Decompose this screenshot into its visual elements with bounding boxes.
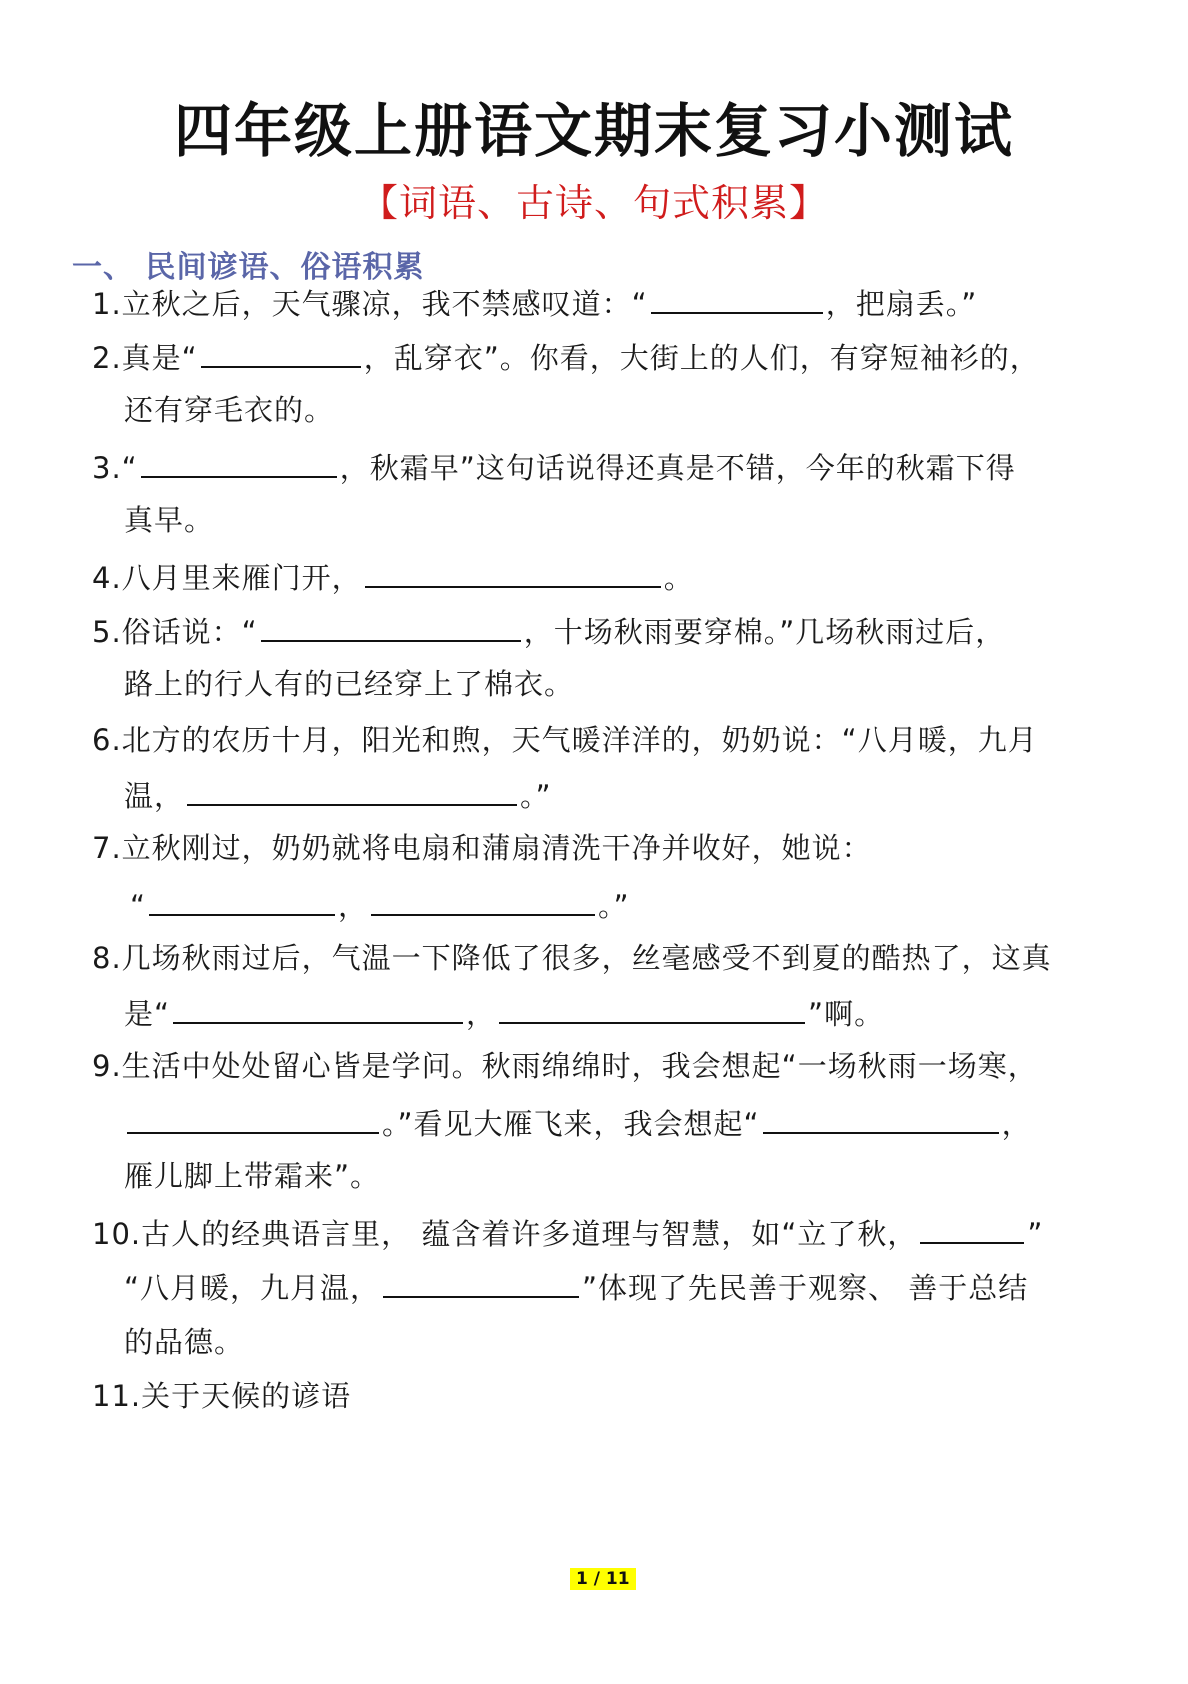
question-text: 。”: [598, 889, 630, 923]
question-text: ”: [1027, 1217, 1044, 1251]
question-number: 2.: [92, 341, 122, 375]
question-text: ，: [1001, 1107, 1032, 1141]
question-text: 八月里来雁门开，: [121, 561, 362, 595]
question-text: ，乱穿衣”。你看，大街上的人们，有穿短袖衫的，: [363, 341, 1040, 375]
question-number: 4.: [92, 561, 122, 595]
question-text: ，: [338, 889, 369, 923]
question-8-continued: [124, 992, 884, 1034]
question-7-continued: [130, 884, 630, 926]
question-text: 的品德。: [124, 1325, 245, 1359]
question-10: [92, 1212, 1043, 1254]
question-text: 立秋之后，天气骤凉，我不禁感叹道：“: [121, 287, 648, 321]
question-2-continued: [124, 390, 334, 430]
question-text: 。”看见大雁飞来，我会想起“: [382, 1107, 760, 1141]
question-text: ，: [466, 997, 497, 1031]
question-text: 温，: [124, 779, 185, 813]
answer-blank[interactable]: [127, 1102, 379, 1134]
page-subtitle: 【词语、古诗、句式积累】: [359, 181, 828, 225]
question-number: 5.: [92, 615, 122, 649]
answer-blank[interactable]: [651, 282, 823, 314]
question-text: 俗话说：“: [121, 615, 258, 649]
question-text: ，把扇丢。”: [825, 287, 978, 321]
question-text: 雁儿脚上带霜来”。: [124, 1159, 381, 1193]
question-2: [92, 336, 1040, 378]
question-3-continued: [124, 500, 214, 540]
question-number: 9.: [92, 1049, 122, 1083]
question-5: [92, 610, 1005, 652]
question-6: [92, 720, 1038, 760]
answer-blank[interactable]: [365, 556, 661, 588]
answer-blank[interactable]: [173, 992, 463, 1024]
answer-blank[interactable]: [201, 336, 361, 368]
question-number: 3.: [92, 451, 122, 485]
question-text: 。”: [520, 779, 552, 813]
question-text: 古人的经典语言里， 蕴含着许多道理与智慧，如“立了秋，: [141, 1217, 918, 1251]
question-text: “八月暖，九月温，: [124, 1271, 381, 1305]
question-10-continued: [124, 1266, 1028, 1308]
answer-blank[interactable]: [371, 884, 595, 916]
question-text: 关于天候的谚语: [141, 1379, 352, 1413]
question-text: 。: [663, 561, 694, 595]
question-8: [92, 938, 1052, 978]
question-text: ”体现了先民善于观察、 善于总结: [582, 1271, 1029, 1305]
question-text: 是“: [124, 997, 171, 1031]
question-number: 10.: [92, 1217, 142, 1251]
question-text: 北方的农历十月，阳光和煦，天气暖洋洋的，奶奶说：“八月暖，九月: [121, 723, 1038, 757]
question-7: [92, 828, 872, 868]
question-number: 7.: [92, 831, 122, 865]
question-number: 1.: [92, 287, 122, 321]
question-text: 立秋刚过，奶奶就将电扇和蒲扇清洗干净并收好，她说：: [121, 831, 872, 865]
section-heading: 一、 民间谚语、俗语积累: [72, 250, 425, 285]
answer-blank[interactable]: [383, 1266, 579, 1298]
question-number: 6.: [92, 723, 122, 757]
answer-blank[interactable]: [187, 774, 517, 806]
question-11: [92, 1376, 351, 1416]
question-text: 生活中处处留心皆是学问。秋雨绵绵时，我会想起“一场秋雨一场寒，: [121, 1049, 1038, 1083]
question-text: 路上的行人有的已经穿上了棉衣。: [124, 667, 575, 701]
question-text: ，秋霜早”这句话说得还真是不错，今年的秋霜下得: [339, 451, 1016, 485]
question-9: [92, 1046, 1038, 1086]
question-text: “: [121, 451, 138, 485]
question-6-continued: [124, 774, 552, 816]
answer-blank[interactable]: [141, 446, 337, 478]
question-number: 11.: [92, 1379, 142, 1413]
question-3: [92, 446, 1016, 488]
question-9-continued: [124, 1102, 1032, 1144]
question-1: [92, 282, 977, 324]
answer-blank[interactable]: [261, 610, 521, 642]
question-text: ，十场秋雨要穿棉。”几场秋雨过后，: [523, 615, 1006, 649]
question-text: “: [130, 889, 147, 923]
answer-blank[interactable]: [763, 1102, 999, 1134]
question-9-continued-2: [124, 1156, 380, 1196]
page-number: 1 / 11: [570, 1568, 636, 1590]
question-5-continued: [124, 664, 574, 704]
page-title: 四年级上册语文期末复习小测试: [173, 97, 1014, 165]
question-text: ”啊。: [808, 997, 885, 1031]
answer-blank[interactable]: [920, 1212, 1024, 1244]
question-text: 还有穿毛衣的。: [124, 393, 335, 427]
question-text: 真是“: [121, 341, 198, 375]
question-text: 几场秋雨过后，气温一下降低了很多，丝毫感受不到夏的酷热了，这真: [121, 941, 1052, 975]
question-number: 8.: [92, 941, 122, 975]
question-10-continued-2: [124, 1322, 244, 1362]
question-text: 真早。: [124, 503, 215, 537]
question-4: [92, 556, 694, 598]
answer-blank[interactable]: [499, 992, 805, 1024]
answer-blank[interactable]: [149, 884, 335, 916]
